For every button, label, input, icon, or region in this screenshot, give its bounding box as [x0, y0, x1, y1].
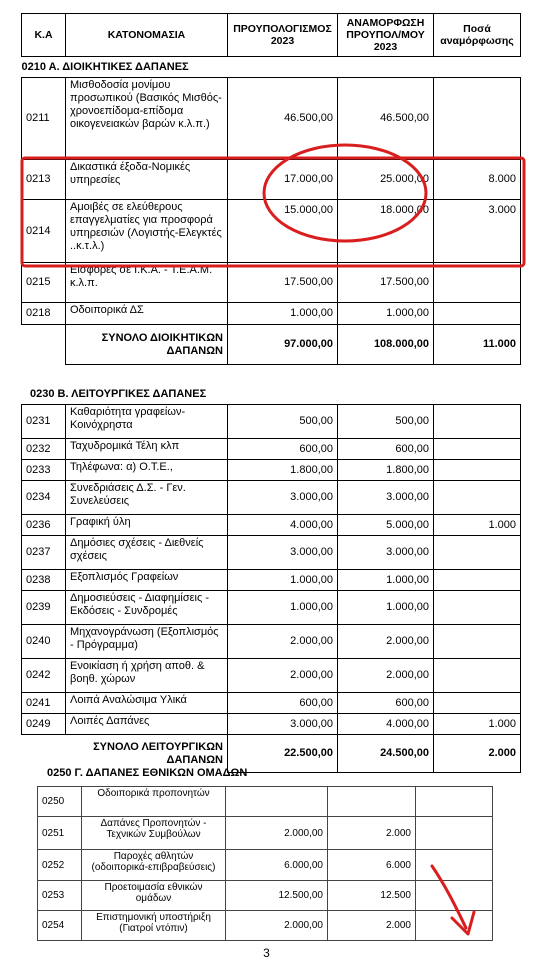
row-revision: 12.500 — [328, 881, 416, 911]
row-budget: 15.000,00 — [228, 200, 338, 263]
total-amount: 2.000 — [434, 735, 521, 773]
row-amount — [434, 460, 521, 481]
row-budget: 46.500,00 — [228, 78, 338, 160]
row-name: Αμοιβές σε ελεύθερους επαγγελματίες για προσφορά υπηρεσιών (Λογιστής-Ελεγκτές ..κ.τ.λ.) — [66, 200, 228, 263]
row-name: Μισθοδοσία μονίμου προσωπικού (Βασικός Μισθός-χρονοεπίδομα-επίδομα οικογενειακών βαρών κ.λ.π.) — [66, 78, 228, 160]
row-revision: 25.000,00 — [338, 160, 434, 200]
row-name: Λοιπές Δαπάνες — [66, 714, 228, 735]
row-name: Οδοιπορικά ΔΣ — [66, 303, 228, 325]
total-budget: 97.000,00 — [228, 325, 338, 365]
row-amount: 8.000 — [434, 160, 521, 200]
table-row — [22, 481, 521, 515]
row-revision: 3.000,00 — [338, 481, 434, 515]
row-code: 0241 — [22, 693, 66, 714]
table-row — [22, 405, 521, 439]
table-row — [22, 263, 521, 303]
row-code: 0249 — [22, 714, 66, 735]
row-code: 0254 — [38, 911, 82, 941]
row-revision: 4.000,00 — [338, 714, 434, 735]
row-budget: 1.000,00 — [228, 591, 338, 625]
row-code: 0252 — [38, 850, 82, 881]
table-operational — [21, 404, 521, 773]
row-amount — [434, 570, 521, 591]
row-amount — [434, 405, 521, 439]
row-name: Μηχανογράνωση (Εξοπλισμός - Πρόγραμμα) — [66, 625, 228, 659]
row-code: 0239 — [22, 591, 66, 625]
row-code: 0236 — [22, 515, 66, 536]
row-name: Δημοσιεύσεις - Διαφημίσεις - Εκδόσεις - Συνδρομές — [66, 591, 228, 625]
row-name: Δικαστικά έξοδα-Νομικές υπηρεσίες — [66, 160, 228, 200]
table-row — [22, 714, 521, 735]
row-code: 0242 — [22, 659, 66, 693]
row-name: Συνεδριάσεις Δ.Σ. - Γεν. Συνελεύσεις — [66, 481, 228, 515]
row-amount — [434, 481, 521, 515]
row-amount — [416, 850, 493, 881]
table-national-teams — [37, 786, 493, 941]
row-budget: 2.000,00 — [228, 659, 338, 693]
row-name: Εξοπλισμός Γραφείων — [66, 570, 228, 591]
row-revision: 600,00 — [338, 693, 434, 714]
total-label: ΣΥΝΟΛΟ ΛΕΙΤΟΥΡΓΙΚΩΝ ΔΑΠΑΝΩΝ — [93, 740, 223, 766]
row-name: Ταχυδρομικά Τέλη κλπ — [66, 439, 228, 460]
row-budget: 1.800,00 — [228, 460, 338, 481]
row-budget: 2.000,00 — [228, 625, 338, 659]
row-revision — [328, 787, 416, 817]
table-row — [38, 881, 493, 911]
row-revision: 2.000 — [328, 911, 416, 941]
table-row — [38, 787, 493, 817]
row-budget: 2.000,00 — [226, 911, 328, 941]
row-amount — [416, 881, 493, 911]
row-budget: 4.000,00 — [228, 515, 338, 536]
row-amount — [434, 78, 521, 160]
row-budget: 1.000,00 — [228, 570, 338, 591]
row-name: Τηλέφωνα: α) Ο.Τ.Ε., — [66, 460, 228, 481]
row-budget: 500,00 — [228, 405, 338, 439]
row-amount — [416, 787, 493, 817]
table-row — [22, 515, 521, 536]
header-revision: ΑΝΑΜΟΡΦΩΣΗ ΠΡΟΥΠΟΛ/ΜΟΥ 2023 — [338, 14, 434, 57]
row-code: 0253 — [38, 881, 82, 911]
table-row — [22, 200, 521, 263]
section-a-title: 0210 Α. ΔΙΟΙΚΗΤΙΚΕΣ ΔΑΠΑΝΕΣ — [22, 57, 521, 78]
row-amount — [416, 817, 493, 850]
header-code: Κ.Α — [22, 14, 66, 57]
table-row — [22, 693, 521, 714]
row-revision: 17.500,00 — [338, 263, 434, 303]
header-name: ΚΑΤΟΝΟΜΑΣΙΑ — [66, 14, 228, 57]
table-row — [22, 591, 521, 625]
row-budget: 6.000,00 — [226, 850, 328, 881]
row-revision: 5.000,00 — [338, 515, 434, 536]
row-budget: 3.000,00 — [228, 536, 338, 570]
row-code: 0211 — [22, 78, 66, 160]
page-number: 3 — [263, 946, 270, 960]
row-code: 0233 — [22, 460, 66, 481]
total-amount: 11.000 — [434, 325, 521, 365]
row-budget: 600,00 — [228, 439, 338, 460]
row-revision: 3.000,00 — [338, 536, 434, 570]
row-revision: 6.000 — [328, 850, 416, 881]
row-name: Οδοιπορικά προπονητών — [82, 787, 226, 817]
table-row — [38, 850, 493, 881]
row-name: Παροχές αθλητών (οδοιπορικά-επιβραβεύσεις) — [82, 850, 226, 881]
row-amount — [434, 693, 521, 714]
row-budget: 3.000,00 — [228, 714, 338, 735]
row-name: Δαπάνες Προπονητών - Τεχνικών Συμβούλων — [82, 817, 226, 850]
row-name: Εισφορές σε Ι.Κ.Α. - Τ.Ε.Α.Μ. κ.λ.π. — [66, 263, 228, 303]
row-revision: 1.000,00 — [338, 303, 434, 325]
total-revision: 24.500,00 — [338, 735, 434, 773]
row-amount — [434, 659, 521, 693]
row-code: 0237 — [22, 536, 66, 570]
row-revision: 1.800,00 — [338, 460, 434, 481]
header-budget: ΠΡΟΥΠΟΛΟΓΙΣΜΟΣ 2023 — [228, 14, 338, 57]
row-amount — [434, 625, 521, 659]
table-row — [38, 817, 493, 850]
row-amount: 1.000 — [434, 515, 521, 536]
row-code: 0232 — [22, 439, 66, 460]
row-budget: 3.000,00 — [228, 481, 338, 515]
row-code: 0218 — [22, 303, 66, 325]
row-amount — [434, 536, 521, 570]
total-label: ΣΥΝΟΛΟ ΔΙΟΙΚΗΤΙΚΩΝ ΔΑΠΑΝΩΝ — [66, 325, 228, 365]
row-code: 0240 — [22, 625, 66, 659]
row-budget: 17.000,00 — [228, 160, 338, 200]
table-row — [22, 570, 521, 591]
table-administrative — [21, 13, 521, 365]
table-row — [22, 160, 521, 200]
table-row — [38, 911, 493, 941]
row-name: Δημόσιες σχέσεις - Διεθνείς σχέσεις — [66, 536, 228, 570]
row-revision: 600,00 — [338, 439, 434, 460]
row-revision: 46.500,00 — [338, 78, 434, 160]
row-amount — [434, 303, 521, 325]
row-code: 0231 — [22, 405, 66, 439]
row-revision: 2.000 — [328, 817, 416, 850]
row-amount — [434, 439, 521, 460]
row-name: Ενοικίαση ή χρήση αποθ. & βοηθ. χώρων — [66, 659, 228, 693]
row-revision: 2.000,00 — [338, 625, 434, 659]
row-name: Επιστημονική υποστήριξη (Γιατροί ντόπιν) — [82, 911, 226, 941]
row-amount: 1.000 — [434, 714, 521, 735]
total-revision: 108.000,00 — [338, 325, 434, 365]
header-amount: Ποσά αναμόρφωσης — [434, 14, 521, 57]
table-row — [22, 659, 521, 693]
total-budget: 22.500,00 — [228, 735, 338, 773]
row-code: 0238 — [22, 570, 66, 591]
row-revision: 2.000,00 — [338, 659, 434, 693]
table-row — [22, 625, 521, 659]
row-revision: 18.000,00 — [338, 200, 434, 263]
row-name: Προετοιμασία εθνικών ομάδων — [82, 881, 226, 911]
row-name: Καθαριότητα γραφείων-Κοινόχρηστα — [66, 405, 228, 439]
section-c-title: 0250 Γ. ΔΑΠΑΝΕΣ ΕΘΝΙΚΩΝ ΟΜΑΔΩΝ — [47, 767, 248, 779]
table-row — [22, 303, 521, 325]
row-code: 0213 — [22, 160, 66, 200]
row-code: 0214 — [22, 200, 66, 263]
row-budget: 600,00 — [228, 693, 338, 714]
row-amount — [434, 591, 521, 625]
row-budget — [226, 787, 328, 817]
table-row — [22, 536, 521, 570]
row-name: Γραφική ύλη — [66, 515, 228, 536]
row-name: Λοιπά Αναλώσιμα Υλικά — [66, 693, 228, 714]
row-code: 0215 — [22, 263, 66, 303]
row-budget: 17.500,00 — [228, 263, 338, 303]
section-b-title: 0230 Β. ΛΕΙΤΟΥΡΓΙΚΕΣ ΔΑΠΑΝΕΣ — [30, 388, 207, 400]
row-revision: 500,00 — [338, 405, 434, 439]
table-row — [22, 78, 521, 160]
row-amount — [434, 263, 521, 303]
row-code: 0234 — [22, 481, 66, 515]
row-budget: 1.000,00 — [228, 303, 338, 325]
row-budget: 12.500,00 — [226, 881, 328, 911]
table-row — [22, 439, 521, 460]
total-row — [22, 325, 521, 365]
row-code: 0250 — [38, 787, 82, 817]
row-budget: 2.000,00 — [226, 817, 328, 850]
row-revision: 1.000,00 — [338, 591, 434, 625]
row-code: 0251 — [38, 817, 82, 850]
row-amount — [416, 911, 493, 941]
table-row — [22, 460, 521, 481]
row-revision: 1.000,00 — [338, 570, 434, 591]
row-amount: 3.000 — [434, 200, 521, 263]
